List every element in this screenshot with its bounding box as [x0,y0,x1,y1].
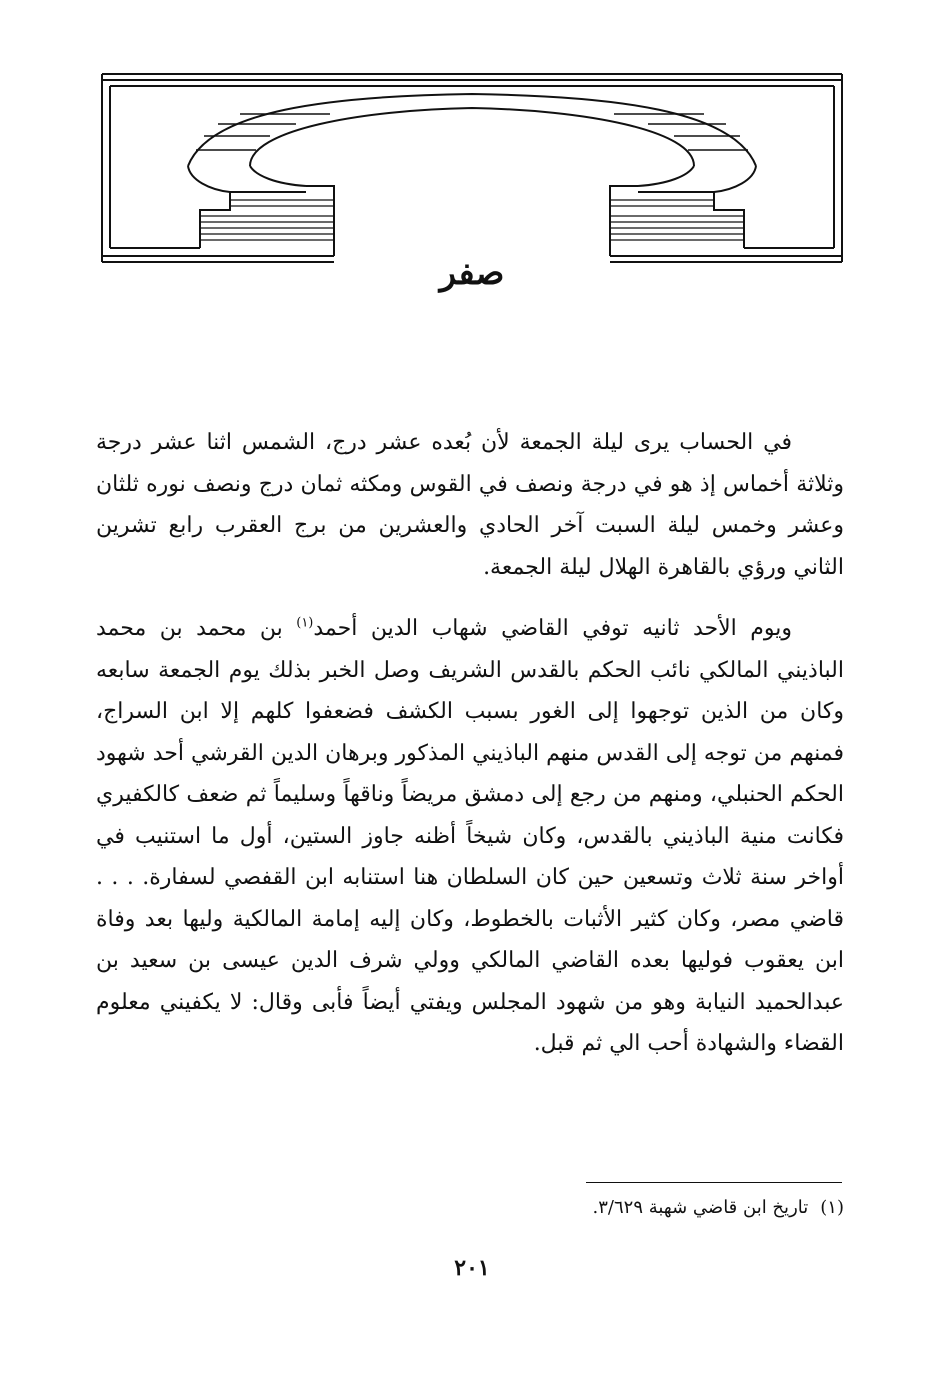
footnote [300,1192,844,1224]
paragraph-1-text: في الحساب يرى ليلة الجمعة لأن بُعده عشر درج، الشمس اثنا عشر درجة وثلاثة أخماس إذ هو في درجة ونصف في القوس ومكثه ثمان درج ونصف نوره ثلثان وعشر وخمس ليلة السبت آخر الحادي والعشرين من برج العقرب رابع تشرين الثاني ورؤي بالقاهرة الهلال ليلة الجمعة. [96,430,844,580]
footnote-reference: (١) [296,615,314,631]
chapter-header-ornament [100,70,844,266]
page-number: ٢٠١ [454,1255,490,1281]
paragraph-1 [96,422,844,588]
footnote-divider [586,1182,842,1183]
main-text [96,422,844,1065]
paragraph-2-text-rest: بن محمد بن محمد الباذيني المالكي نائب الحكم بالقدس الشريف وصل الخبر بذلك يوم الجمعة سابعه وكان من الذين توجهوا إلى الغور بسبب الكشف فضعفوا كلهم إلا ابن السراج، فمنهم من توجه إلى القدس منهم الباذيني المذكور وبرهان الدين القرشي أحد شهود الحكم الحنبلي، ومنهم من رجع إلى دمشق مريضاً وناقهاً وسليماً ثم ضعف كالكفيري فكانت منية الباذيني بالقدس، وكان شيخاً أظنه جاوز الستين، أول ما استنيب في أواخر سنة ثلاث وتسعين حين كان السلطان هنا استنابه ابن القفصي لسفارة. . . . قاضي مصر، وكان كثير الأثبات بالخطوط، وكان إليه إمامة المالكية وليها بعد وفاة ابن يعقوب فوليها بعده القاضي المالكي وولي شرف الدين عيسى بن سعيد بن عبدالحميد النيابة وهو من شهود المجلس ويفتي أيضاً فأبى وقال: لا يكفيني معلوم القضاء والشهادة أحب الي ثم قبل. [96,616,844,1056]
paragraph-2-text-start: ويوم الأحد ثانيه توفي القاضي شهاب الدين أحمد [313,616,792,641]
paragraph-2 [96,608,844,1065]
footnote-text: تاريخ ابن قاضي شهبة ٣/٦٢٩. [592,1197,809,1218]
footnote-marker: (١) [820,1197,844,1218]
chapter-title: صفر [439,253,505,293]
